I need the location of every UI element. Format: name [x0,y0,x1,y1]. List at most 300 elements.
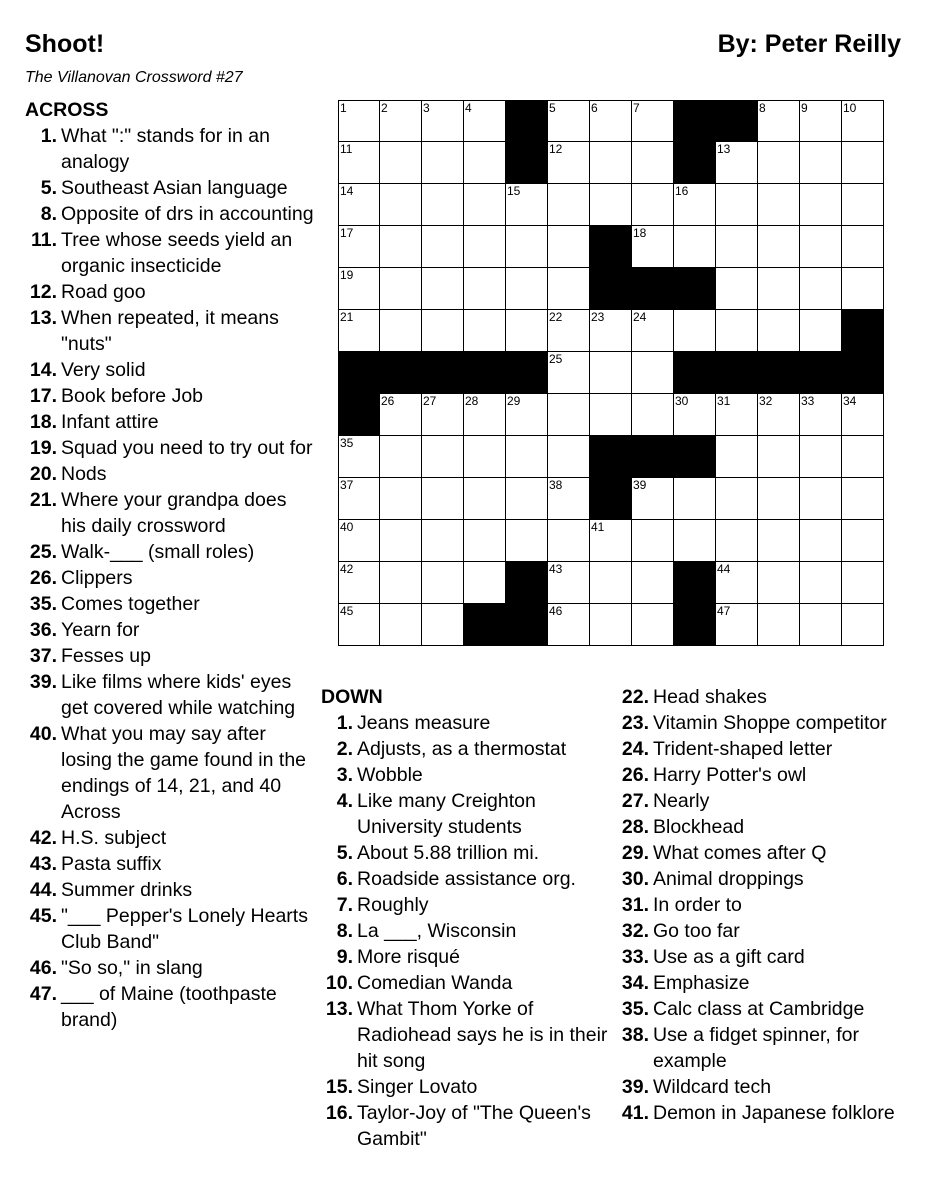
grid-cell[interactable] [800,268,842,310]
grid-cell[interactable] [590,352,632,394]
clue-item [617,710,917,736]
cell-number: 24 [633,310,647,324]
grid-black-square [674,436,716,478]
grid-cell[interactable] [590,604,632,646]
clue-number: 4. [336,790,353,812]
cell-number: 16 [675,184,689,198]
clue-text: Roadside assistance org. [357,868,576,890]
grid-cell[interactable] [338,520,380,562]
cell-number: 31 [717,394,731,408]
grid-cell[interactable] [716,520,758,562]
clue-item [25,383,315,409]
clue-text: Comedian Wanda [357,972,513,994]
grid-cell[interactable] [380,226,422,268]
clue-text: "So so," in slang [61,957,203,979]
grid-cell[interactable] [842,184,884,226]
cell-number: 14 [340,184,354,198]
grid-cell[interactable] [464,310,506,352]
clue-text: Walk-___ (small roles) [61,541,255,563]
cell-number: 45 [340,604,354,618]
grid-cell[interactable] [758,310,800,352]
puzzle-title: Shoot! [25,30,105,58]
grid-black-square [590,268,632,310]
clue-item [321,996,611,1074]
grid-black-square [590,226,632,268]
grid-black-square [674,100,716,142]
grid-black-square [506,562,548,604]
grid-cell[interactable] [716,394,758,436]
clue-number: 37. [29,645,57,667]
clue-number: 43. [29,853,57,875]
grid-cell[interactable] [716,184,758,226]
grid-cell[interactable] [590,310,632,352]
clue-text: Animal droppings [653,868,804,890]
clue-number: 39. [621,1076,649,1098]
grid-cell[interactable] [422,268,464,310]
clue-item [617,736,917,762]
cell-number: 38 [549,478,563,492]
grid-cell[interactable] [380,562,422,604]
clue-text: ___ of Maine (toothpaste brand) [61,983,277,1031]
grid-cell[interactable] [800,184,842,226]
cell-number: 10 [843,101,857,115]
grid-cell[interactable] [842,520,884,562]
clue-number: 34. [621,972,649,994]
grid-cell[interactable] [674,184,716,226]
grid-cell[interactable] [632,100,674,142]
grid-cell[interactable] [758,100,800,142]
clue-item [617,1022,917,1074]
cell-number: 22 [549,310,563,324]
clue-number: 17. [29,385,57,407]
cell-number: 32 [759,394,773,408]
grid-cell[interactable] [632,520,674,562]
grid-cell[interactable] [842,100,884,142]
cell-number: 27 [423,394,437,408]
grid-cell[interactable] [842,478,884,520]
cell-number: 43 [549,562,563,576]
grid-black-square [674,604,716,646]
grid-cell[interactable] [590,100,632,142]
grid-cell[interactable] [548,184,590,226]
grid-cell[interactable] [548,268,590,310]
clue-text: More risqué [357,946,460,968]
clue-number: 47. [29,983,57,1005]
grid-black-square [800,352,842,394]
grid-cell[interactable] [674,226,716,268]
grid-cell[interactable] [464,394,506,436]
grid-cell[interactable] [590,520,632,562]
grid-cell[interactable] [758,562,800,604]
grid-cell[interactable] [506,226,548,268]
clue-text: Trident-shaped letter [653,738,833,760]
grid-cell[interactable] [590,394,632,436]
grid-cell[interactable] [548,436,590,478]
clue-item [321,918,611,944]
grid-cell[interactable] [758,478,800,520]
cell-number: 25 [549,352,563,366]
clue-number: 36. [29,619,57,641]
grid-cell[interactable] [464,226,506,268]
clue-item [321,866,611,892]
grid-black-square [674,268,716,310]
grid-cell[interactable] [800,604,842,646]
grid-cell[interactable] [716,604,758,646]
grid-cell[interactable] [422,226,464,268]
grid-cell[interactable] [548,520,590,562]
clue-number: 35. [621,998,649,1020]
clue-number: 35. [29,593,57,615]
grid-cell[interactable] [464,520,506,562]
grid-cell[interactable] [758,436,800,478]
clue-text: Adjusts, as a thermostat [357,738,567,760]
clue-item [25,357,315,383]
grid-cell[interactable] [380,604,422,646]
clue-number: 20. [29,463,57,485]
clue-item [617,814,917,840]
grid-cell[interactable] [338,100,380,142]
grid-cell[interactable] [800,436,842,478]
clue-item [25,279,315,305]
clue-text: Where your grandpa does his daily crossword [61,489,287,537]
clue-number: 29. [621,842,649,864]
grid-cell[interactable] [716,436,758,478]
grid-cell[interactable] [422,604,464,646]
grid-cell[interactable] [800,562,842,604]
cell-number: 11 [340,142,353,156]
grid-cell[interactable] [674,520,716,562]
clue-number: 42. [29,827,57,849]
grid-cell[interactable] [590,184,632,226]
grid-cell[interactable] [716,268,758,310]
grid-cell[interactable] [632,394,674,436]
cell-number: 35 [340,436,354,450]
clue-item [25,461,315,487]
clue-text: Fesses up [61,645,151,667]
cell-number: 30 [675,394,689,408]
down-clues-column-1 [321,684,611,1152]
clue-item [321,1100,611,1152]
cell-number: 44 [717,562,731,576]
grid-cell[interactable] [758,268,800,310]
cell-number: 34 [843,394,857,408]
grid-black-square [674,562,716,604]
grid-cell[interactable] [548,352,590,394]
clue-item [25,851,315,877]
clue-number: 16. [325,1102,353,1124]
grid-cell[interactable] [716,310,758,352]
grid-cell[interactable] [674,310,716,352]
cell-number: 37 [340,478,354,492]
grid-black-square [338,352,380,394]
cell-number: 2 [381,101,388,115]
grid-cell[interactable] [422,520,464,562]
clue-item [617,840,917,866]
cell-number: 47 [717,604,731,618]
cell-number: 17 [340,226,354,240]
grid-cell[interactable] [800,478,842,520]
grid-black-square [590,436,632,478]
clue-item [617,1100,917,1126]
clue-item [617,788,917,814]
grid-cell[interactable] [422,436,464,478]
clue-number: 1. [336,712,353,734]
grid-cell[interactable] [632,226,674,268]
clue-text: Use as a gift card [653,946,805,968]
clue-item [25,877,315,903]
grid-cell[interactable] [716,226,758,268]
grid-cell[interactable] [758,520,800,562]
clue-text: Vitamin Shoppe competitor [653,712,887,734]
grid-cell[interactable] [380,478,422,520]
grid-black-square [632,436,674,478]
clue-number: 15. [325,1076,353,1098]
grid-cell[interactable] [842,394,884,436]
clue-item [321,788,611,840]
grid-cell[interactable] [758,604,800,646]
grid-cell[interactable] [338,142,380,184]
grid-cell[interactable] [758,394,800,436]
grid-cell[interactable] [632,184,674,226]
clue-number: 44. [29,879,57,901]
cell-number: 1 [340,101,347,115]
grid-black-square [758,352,800,394]
cell-number: 39 [633,478,647,492]
grid-cell[interactable] [632,310,674,352]
grid-cell[interactable] [380,520,422,562]
grid-cell[interactable] [632,352,674,394]
grid-cell[interactable] [338,184,380,226]
cell-number: 40 [340,520,354,534]
grid-cell[interactable] [464,100,506,142]
clue-number: 7. [336,894,353,916]
grid-cell[interactable] [464,184,506,226]
grid-cell[interactable] [338,604,380,646]
clue-text: Clippers [61,567,133,589]
grid-cell[interactable] [338,478,380,520]
clue-text: Taylor-Joy of "The Queen's Gambit" [357,1102,591,1150]
clue-number: 14. [29,359,57,381]
grid-cell[interactable] [800,226,842,268]
clue-number: 32. [621,920,649,942]
across-heading: ACROSS [25,99,109,121]
grid-cell[interactable] [380,268,422,310]
clue-text: Calc class at Cambridge [653,998,865,1020]
grid-cell[interactable] [758,184,800,226]
clue-item [25,539,315,565]
clue-item [321,840,611,866]
grid-cell[interactable] [842,562,884,604]
grid-cell[interactable] [506,268,548,310]
grid-black-square [464,352,506,394]
grid-cell[interactable] [506,310,548,352]
clue-number: 6. [336,868,353,890]
clue-number: 27. [621,790,649,812]
grid-black-square [716,100,758,142]
down-clue-list-1 [321,710,611,1152]
grid-cell[interactable] [758,226,800,268]
grid-cell[interactable] [464,478,506,520]
grid-cell[interactable] [422,100,464,142]
clue-number: 30. [621,868,649,890]
clue-text: La ___, Wisconsin [357,920,517,942]
grid-cell[interactable] [632,562,674,604]
clue-text: Opposite of drs in accounting [61,203,314,225]
grid-cell[interactable] [632,478,674,520]
grid-cell[interactable] [590,142,632,184]
grid-cell[interactable] [716,142,758,184]
clue-number: 33. [621,946,649,968]
grid-black-square [590,478,632,520]
grid-cell[interactable] [800,310,842,352]
grid-cell[interactable] [842,604,884,646]
clue-number: 11. [30,229,57,251]
grid-cell[interactable] [380,142,422,184]
grid-cell[interactable] [800,142,842,184]
grid-cell[interactable] [548,562,590,604]
grid-cell[interactable] [506,436,548,478]
clue-text: Go too far [653,920,740,942]
grid-cell[interactable] [506,478,548,520]
clue-text: What you may say after losing the game found in the endings of 14, 21, and 40 Across [61,723,307,823]
cell-number: 7 [633,101,640,115]
clue-item [617,970,917,996]
grid-cell[interactable] [338,226,380,268]
clue-item [321,710,611,736]
clue-text: Infant attire [61,411,159,433]
grid-cell[interactable] [380,310,422,352]
grid-cell[interactable] [464,562,506,604]
cell-number: 18 [633,226,647,240]
grid-cell[interactable] [422,184,464,226]
grid-cell[interactable] [548,142,590,184]
grid-cell[interactable] [842,436,884,478]
clue-number: 46. [29,957,57,979]
grid-cell[interactable] [338,436,380,478]
grid-cell[interactable] [422,394,464,436]
clue-item [25,721,315,825]
grid-cell[interactable] [758,142,800,184]
clue-item [617,918,917,944]
grid-cell[interactable] [380,436,422,478]
grid-cell[interactable] [422,562,464,604]
grid-cell[interactable] [506,520,548,562]
clue-item [321,1074,611,1100]
grid-cell[interactable] [380,184,422,226]
grid-cell[interactable] [548,478,590,520]
clue-item [617,684,917,710]
clue-text: Nearly [653,790,710,812]
grid-cell[interactable] [464,436,506,478]
clue-item [25,643,315,669]
clue-item [25,825,315,851]
grid-cell[interactable] [800,520,842,562]
grid-cell[interactable] [380,394,422,436]
cell-number: 13 [717,142,731,156]
grid-cell[interactable] [506,394,548,436]
grid-cell[interactable] [338,310,380,352]
grid-black-square [380,352,422,394]
cell-number: 19 [340,268,354,282]
grid-black-square [506,142,548,184]
clue-item [321,944,611,970]
cell-number: 15 [507,184,521,198]
grid-cell[interactable] [632,142,674,184]
grid-cell[interactable] [338,268,380,310]
cell-number: 4 [465,101,472,115]
clue-text: Blockhead [653,816,745,838]
grid-cell[interactable] [548,394,590,436]
clue-number: 45. [29,905,57,927]
cell-number: 41 [591,520,605,534]
clue-number: 13. [325,998,353,1020]
clue-item [25,565,315,591]
clue-number: 41. [621,1102,649,1124]
grid-cell[interactable] [548,226,590,268]
clue-text: In order to [653,894,742,916]
clue-item [321,970,611,996]
clue-number: 21. [29,489,57,511]
grid-cell[interactable] [380,100,422,142]
grid-cell[interactable] [590,562,632,604]
cell-number: 8 [759,101,766,115]
grid-cell[interactable] [422,478,464,520]
grid-black-square [464,604,506,646]
cell-number: 28 [465,394,479,408]
clue-text: Squad you need to try out for [61,437,313,459]
across-clues [25,97,315,1033]
grid-cell[interactable] [674,394,716,436]
grid-cell[interactable] [548,604,590,646]
grid-cell[interactable] [674,478,716,520]
grid-cell[interactable] [842,226,884,268]
clue-item [617,866,917,892]
clue-number: 28. [621,816,649,838]
grid-cell[interactable] [548,100,590,142]
clue-text: Yearn for [61,619,140,641]
grid-cell[interactable] [422,142,464,184]
down-heading: DOWN [321,686,383,708]
grid-cell[interactable] [716,562,758,604]
grid-cell[interactable] [338,562,380,604]
clue-item [25,305,315,357]
clue-number: 2. [336,738,353,760]
grid-black-square [842,352,884,394]
clue-number: 19. [29,437,57,459]
grid-cell[interactable] [632,604,674,646]
grid-cell[interactable] [464,268,506,310]
grid-cell[interactable] [842,268,884,310]
grid-cell[interactable] [800,100,842,142]
clue-number: 8. [336,920,353,942]
grid-cell[interactable] [464,142,506,184]
clue-text: Wobble [357,764,423,786]
grid-cell[interactable] [842,142,884,184]
grid-cell[interactable] [800,394,842,436]
clue-text: What comes after Q [653,842,827,864]
grid-cell[interactable] [422,310,464,352]
grid-cell[interactable] [548,310,590,352]
clue-number: 5. [40,177,57,199]
cell-number: 42 [340,562,354,576]
down-clues-column-2 [617,684,917,1126]
grid-black-square [506,352,548,394]
clue-text: Jeans measure [357,712,491,734]
clue-text: Harry Potter's owl [653,764,807,786]
grid-cell[interactable] [506,184,548,226]
clue-item [617,996,917,1022]
grid-cell[interactable] [716,478,758,520]
